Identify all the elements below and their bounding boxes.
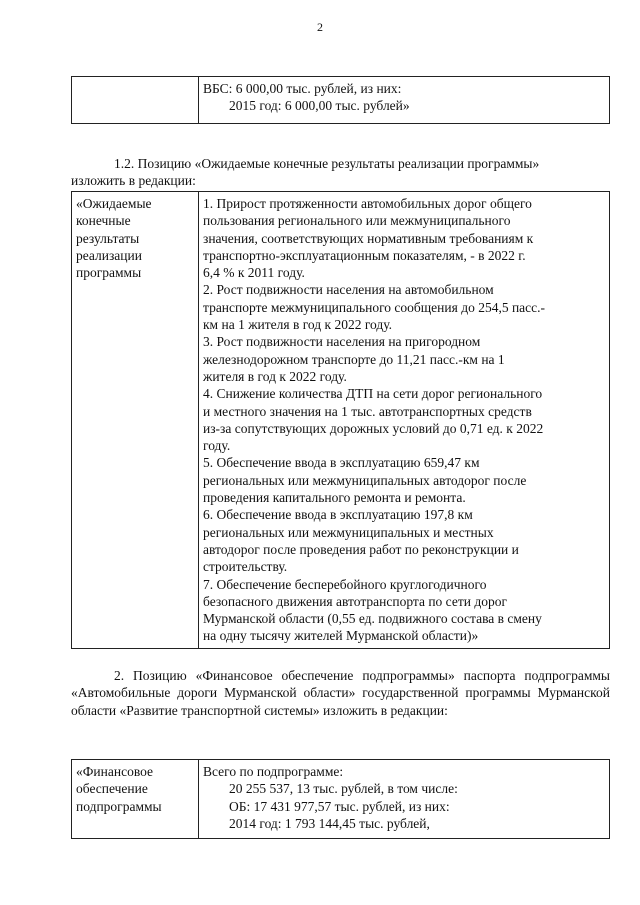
expected-results-table [71, 191, 610, 649]
table2-line: пользования регионального или межмуниципального [203, 213, 511, 229]
table2-line: региональных или межмуниципальных и местных [203, 524, 494, 540]
table2-line: 5. Обеспечение ввода в эксплуатацию 659,47 км [203, 455, 480, 471]
table1-line: ВБС: 6 000,00 тыс. рублей, из них: [203, 81, 402, 96]
table1-left-cell [72, 77, 199, 124]
table2-line: безопасного движения автотранспорта по сети дорог [203, 593, 507, 609]
table3-line: 2014 год: 1 793 144,45 тыс. рублей, [229, 815, 430, 831]
table2-line: проведения капитального ремонта и ремонта. [203, 490, 466, 506]
table2-line: 6,4 % к 2011 году. [203, 265, 305, 281]
paragraph-2: 2. Позицию «Финансовое обеспечение подпрограммы» паспорта подпрограммы «Автомобильные дороги Мурманской области» государственной программы Мурманской области «Развитие транспортной системы» изложить в редакции: [71, 668, 610, 718]
table3-left-line: подпрограммы [76, 798, 162, 814]
table2-line: транспортно-эксплуатационным показателям, - в 2022 г. [203, 247, 526, 263]
table2-line: км на 1 жителя в год к 2022 году. [203, 317, 393, 333]
table2-line: году. [203, 438, 231, 454]
table2-left-line: «Ожидаемые [76, 196, 152, 211]
table2-line: из-за сопутствующих дорожных условий до 0,71 ед. к 2022 [203, 420, 544, 436]
table2-line: и местного значения на 1 тыс. автотранспортных средств [203, 403, 532, 419]
table2-left-line: конечные [76, 213, 131, 229]
table2-line: 6. Обеспечение ввода в эксплуатацию 197,8 км [203, 507, 473, 523]
table3-left-line: обеспечение [76, 781, 148, 797]
table2-line: транспорте межмуниципального сообщения до 254,5 пасс.- [203, 299, 546, 315]
funding-table-continued [71, 76, 610, 124]
table2-line: 4. Снижение количества ДТП на сети дорог регионального [203, 386, 543, 402]
table2-left-line: программы [76, 265, 142, 281]
financing-table [71, 759, 610, 839]
table2-right-cell [199, 192, 610, 649]
paragraph-1-2 [71, 155, 610, 190]
table2-left-line: результаты [76, 230, 140, 246]
table2-line: 7. Обеспечение бесперебойного круглогодичного [203, 576, 487, 592]
paragraph-line: 1.2. Позицию «Ожидаемые конечные результаты реализации программы» [114, 156, 540, 171]
table2-line: жителя в год к 2022 году. [203, 368, 347, 384]
table2-line: железнодорожном транспорте до 11,21 пасс.-км на 1 [203, 351, 505, 367]
table3-line: ОБ: 17 431 977,57 тыс. рублей, из них: [229, 798, 450, 814]
table2-line: 1. Прирост протяженности автомобильных дорог общего [203, 196, 532, 211]
table2-left-line: реализации [76, 247, 142, 263]
table3-line: Всего по подпрограмме: [203, 764, 344, 779]
table3-left-cell [72, 760, 199, 839]
table2-line: значения, соответствующих нормативным требованиям к [203, 230, 534, 246]
paragraph-line: изложить в редакции: [71, 173, 196, 189]
table2-line: Мурманской области (0,55 ед. подвижного состава в смену [203, 611, 542, 627]
table3-right-cell [199, 760, 610, 839]
table2-left-cell [72, 192, 199, 649]
table1-right-cell [199, 77, 610, 124]
table1-line: 2015 год: 6 000,00 тыс. рублей» [229, 98, 410, 114]
table2-line: 2. Рост подвижности населения на автомобильном [203, 282, 494, 298]
page-number: 2 [317, 20, 323, 34]
table2-line: 3. Рост подвижности населения на пригородном [203, 334, 481, 350]
table2-line: на одну тысячу жителей Мурманской области)» [203, 628, 479, 644]
table2-line: региональных или межмуниципальных автодорог после [203, 472, 527, 488]
table2-line: автодорог после проведения работ по реконструкции и [203, 541, 519, 557]
table3-left-line: «Финансовое [76, 764, 154, 779]
table2-line: строительству. [203, 559, 288, 575]
table3-line: 20 255 537, 13 тыс. рублей, в том числе: [229, 781, 458, 797]
